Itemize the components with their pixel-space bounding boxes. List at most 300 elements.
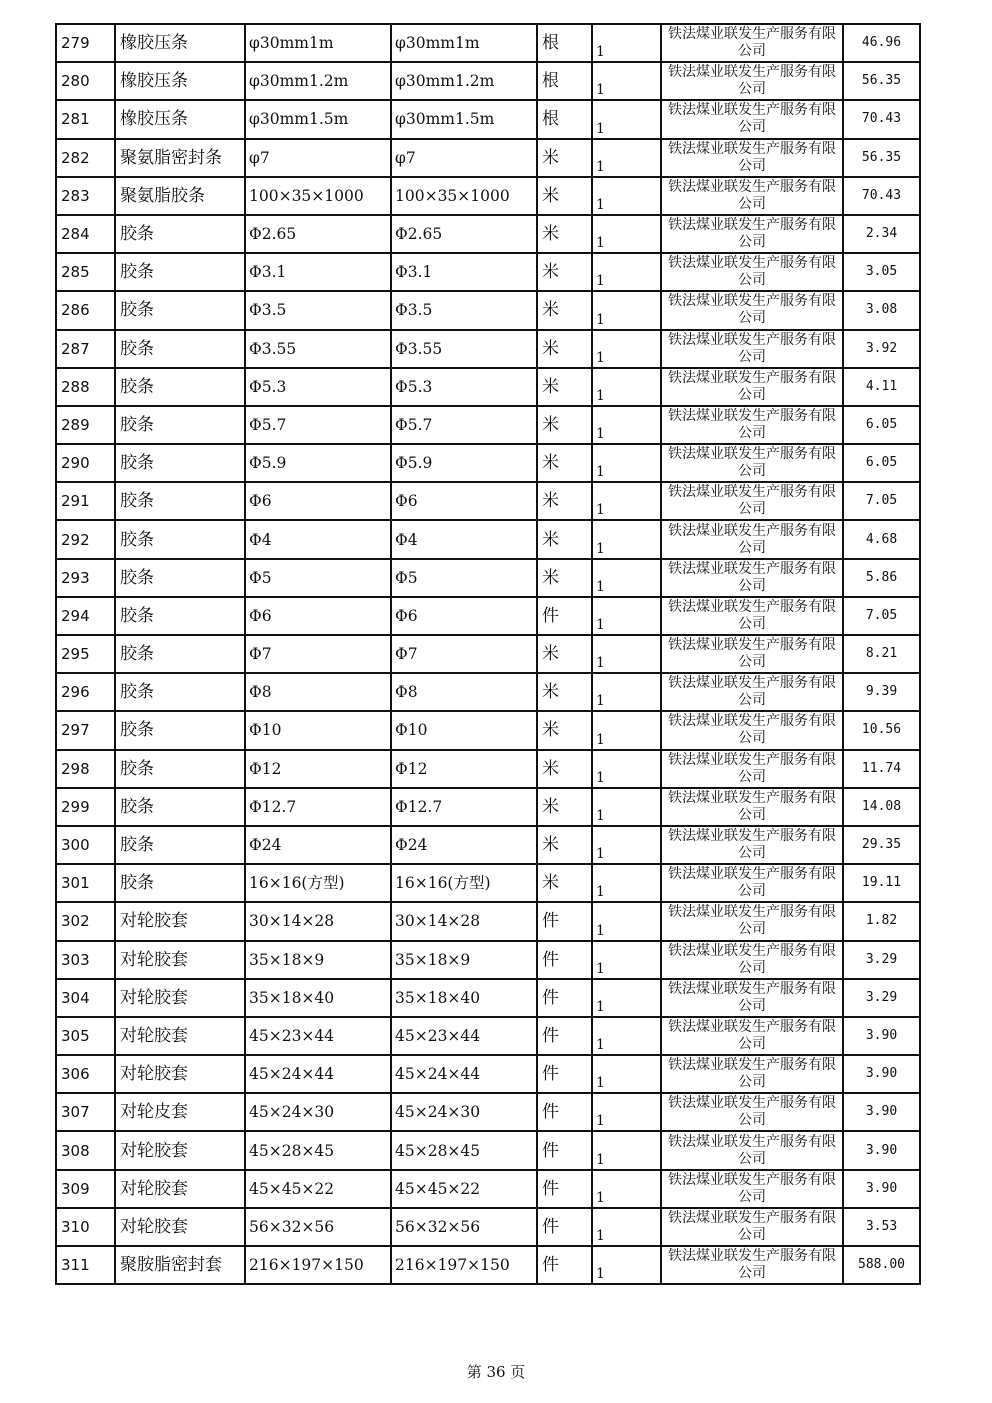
- item-price: 6.05: [843, 444, 920, 482]
- item-model: 35×18×40: [391, 979, 537, 1017]
- item-name: 胶条: [115, 864, 245, 902]
- item-unit: 米: [537, 520, 592, 558]
- item-name: 对轮胶套: [115, 1055, 245, 1093]
- table-row: [56, 406, 920, 444]
- item-model: φ30mm1.5m: [391, 100, 537, 138]
- item-name: 胶条: [115, 444, 245, 482]
- row-number: 292: [56, 520, 115, 558]
- row-number: 285: [56, 253, 115, 291]
- item-price: 3.90: [843, 1055, 920, 1093]
- item-spec: 35×18×40: [245, 979, 391, 1017]
- item-quantity: 1: [592, 482, 661, 520]
- item-spec: Φ5.9: [245, 444, 391, 482]
- item-spec: 45×28×45: [245, 1131, 391, 1169]
- item-unit: 件: [537, 941, 592, 979]
- item-quantity: 1: [592, 253, 661, 291]
- table-row: [56, 291, 920, 329]
- item-name: 橡胶压条: [115, 62, 245, 100]
- row-number: 308: [56, 1131, 115, 1169]
- item-price: 6.05: [843, 406, 920, 444]
- item-spec: 56×32×56: [245, 1208, 391, 1246]
- item-quantity: 1: [592, 635, 661, 673]
- item-unit: 米: [537, 139, 592, 177]
- item-name: 胶条: [115, 750, 245, 788]
- item-spec: φ30mm1.5m: [245, 100, 391, 138]
- row-number: 295: [56, 635, 115, 673]
- row-number: 284: [56, 215, 115, 253]
- table-row: [56, 177, 920, 215]
- item-name: 聚氨脂密封条: [115, 139, 245, 177]
- item-quantity: 1: [592, 864, 661, 902]
- item-quantity: 1: [592, 177, 661, 215]
- item-spec: Φ12: [245, 750, 391, 788]
- item-spec: Φ24: [245, 826, 391, 864]
- row-number: 299: [56, 788, 115, 826]
- item-quantity: 1: [592, 559, 661, 597]
- item-quantity: 1: [592, 368, 661, 406]
- item-name: 胶条: [115, 788, 245, 826]
- item-price: 7.05: [843, 597, 920, 635]
- item-quantity: 1: [592, 902, 661, 940]
- row-number: 286: [56, 291, 115, 329]
- item-name: 胶条: [115, 482, 245, 520]
- item-quantity: 1: [592, 62, 661, 100]
- table-row: [56, 711, 920, 749]
- item-model: Φ3.55: [391, 330, 537, 368]
- item-price: 7.05: [843, 482, 920, 520]
- item-name: 胶条: [115, 635, 245, 673]
- row-number: 310: [56, 1208, 115, 1246]
- table-row: [56, 826, 920, 864]
- item-unit: 米: [537, 215, 592, 253]
- item-price: 19.11: [843, 864, 920, 902]
- item-spec: φ30mm1m: [245, 24, 391, 62]
- item-supplier: 铁法煤业联发生产服务有限公司: [661, 902, 843, 940]
- item-name: 胶条: [115, 597, 245, 635]
- item-quantity: 1: [592, 1093, 661, 1131]
- item-unit: 米: [537, 864, 592, 902]
- item-supplier: 铁法煤业联发生产服务有限公司: [661, 750, 843, 788]
- item-supplier: 铁法煤业联发生产服务有限公司: [661, 597, 843, 635]
- item-name: 对轮胶套: [115, 902, 245, 940]
- item-name: 胶条: [115, 520, 245, 558]
- item-model: 45×24×44: [391, 1055, 537, 1093]
- item-spec: Φ3.5: [245, 291, 391, 329]
- item-model: Φ6: [391, 482, 537, 520]
- item-model: 45×45×22: [391, 1170, 537, 1208]
- row-number: 290: [56, 444, 115, 482]
- item-model: 45×24×30: [391, 1093, 537, 1131]
- table-row: [56, 1017, 920, 1055]
- item-quantity: 1: [592, 444, 661, 482]
- item-spec: Φ8: [245, 673, 391, 711]
- table-row: [56, 24, 920, 62]
- table-row: [56, 941, 920, 979]
- item-unit: 米: [537, 788, 592, 826]
- table-row: [56, 597, 920, 635]
- item-quantity: 1: [592, 406, 661, 444]
- item-price: 56.35: [843, 139, 920, 177]
- row-number: 303: [56, 941, 115, 979]
- row-number: 288: [56, 368, 115, 406]
- item-price: 3.29: [843, 941, 920, 979]
- item-name: 对轮胶套: [115, 1170, 245, 1208]
- table-row: [56, 750, 920, 788]
- item-unit: 件: [537, 1017, 592, 1055]
- row-number: 279: [56, 24, 115, 62]
- table-row: [56, 368, 920, 406]
- item-unit: 米: [537, 826, 592, 864]
- row-number: 306: [56, 1055, 115, 1093]
- item-unit: 件: [537, 1055, 592, 1093]
- item-supplier: 铁法煤业联发生产服务有限公司: [661, 1093, 843, 1131]
- item-name: 对轮胶套: [115, 1208, 245, 1246]
- item-price: 46.96: [843, 24, 920, 62]
- item-spec: φ7: [245, 139, 391, 177]
- item-model: Φ5: [391, 559, 537, 597]
- item-model: Φ24: [391, 826, 537, 864]
- item-quantity: 1: [592, 711, 661, 749]
- item-quantity: 1: [592, 1208, 661, 1246]
- item-unit: 根: [537, 24, 592, 62]
- item-name: 橡胶压条: [115, 24, 245, 62]
- table-row: [56, 215, 920, 253]
- item-price: 56.35: [843, 62, 920, 100]
- table-row: [56, 1055, 920, 1093]
- item-model: 216×197×150: [391, 1246, 537, 1284]
- item-price: 10.56: [843, 711, 920, 749]
- page-number: 第 36 页: [466, 1363, 526, 1381]
- item-quantity: 1: [592, 291, 661, 329]
- item-model: Φ3.5: [391, 291, 537, 329]
- item-supplier: 铁法煤业联发生产服务有限公司: [661, 1055, 843, 1093]
- item-quantity: 1: [592, 1246, 661, 1284]
- item-model: 100×35×1000: [391, 177, 537, 215]
- item-quantity: 1: [592, 750, 661, 788]
- row-number: 311: [56, 1246, 115, 1284]
- item-spec: Φ7: [245, 635, 391, 673]
- item-price: 8.21: [843, 635, 920, 673]
- item-unit: 米: [537, 406, 592, 444]
- item-spec: 216×197×150: [245, 1246, 391, 1284]
- item-supplier: 铁法煤业联发生产服务有限公司: [661, 139, 843, 177]
- item-unit: 米: [537, 368, 592, 406]
- item-name: 胶条: [115, 253, 245, 291]
- item-quantity: 1: [592, 24, 661, 62]
- item-quantity: 1: [592, 673, 661, 711]
- item-name: 胶条: [115, 673, 245, 711]
- item-unit: 米: [537, 635, 592, 673]
- item-price: 4.11: [843, 368, 920, 406]
- item-spec: 16×16(方型): [245, 864, 391, 902]
- item-supplier: 铁法煤业联发生产服务有限公司: [661, 62, 843, 100]
- table-row: [56, 788, 920, 826]
- item-price: 9.39: [843, 673, 920, 711]
- item-price: 3.53: [843, 1208, 920, 1246]
- item-unit: 件: [537, 979, 592, 1017]
- item-supplier: 铁法煤业联发生产服务有限公司: [661, 482, 843, 520]
- row-number: 291: [56, 482, 115, 520]
- row-number: 293: [56, 559, 115, 597]
- item-supplier: 铁法煤业联发生产服务有限公司: [661, 177, 843, 215]
- table-body: [56, 24, 920, 1284]
- item-unit: 件: [537, 597, 592, 635]
- table-row: [56, 673, 920, 711]
- item-model: Φ12: [391, 750, 537, 788]
- item-price: 3.05: [843, 253, 920, 291]
- item-unit: 米: [537, 291, 592, 329]
- item-spec: Φ12.7: [245, 788, 391, 826]
- item-supplier: 铁法煤业联发生产服务有限公司: [661, 253, 843, 291]
- item-price: 2.34: [843, 215, 920, 253]
- item-name: 聚胺脂密封套: [115, 1246, 245, 1284]
- item-supplier: 铁法煤业联发生产服务有限公司: [661, 100, 843, 138]
- table-row: [56, 520, 920, 558]
- table-row: [56, 1131, 920, 1169]
- item-name: 胶条: [115, 368, 245, 406]
- item-spec: 45×24×44: [245, 1055, 391, 1093]
- item-supplier: 铁法煤业联发生产服务有限公司: [661, 520, 843, 558]
- row-number: 296: [56, 673, 115, 711]
- row-number: 307: [56, 1093, 115, 1131]
- item-model: 56×32×56: [391, 1208, 537, 1246]
- table-row: [56, 253, 920, 291]
- item-name: 胶条: [115, 559, 245, 597]
- item-unit: 米: [537, 253, 592, 291]
- item-model: Φ8: [391, 673, 537, 711]
- row-number: 281: [56, 100, 115, 138]
- item-supplier: 铁法煤业联发生产服务有限公司: [661, 1131, 843, 1169]
- table-row: [56, 139, 920, 177]
- item-unit: 米: [537, 330, 592, 368]
- item-spec: Φ5.3: [245, 368, 391, 406]
- table-row: [56, 444, 920, 482]
- item-model: Φ5.7: [391, 406, 537, 444]
- table-row: [56, 559, 920, 597]
- item-unit: 件: [537, 1208, 592, 1246]
- item-spec: 100×35×1000: [245, 177, 391, 215]
- item-model: Φ6: [391, 597, 537, 635]
- item-supplier: 铁法煤业联发生产服务有限公司: [661, 330, 843, 368]
- item-price: 3.08: [843, 291, 920, 329]
- table-row: [56, 62, 920, 100]
- item-quantity: 1: [592, 520, 661, 558]
- table-row: [56, 100, 920, 138]
- item-quantity: 1: [592, 788, 661, 826]
- item-price: 3.90: [843, 1170, 920, 1208]
- item-model: φ7: [391, 139, 537, 177]
- item-spec: 35×18×9: [245, 941, 391, 979]
- table-row: [56, 635, 920, 673]
- item-spec: 45×24×30: [245, 1093, 391, 1131]
- item-supplier: 铁法煤业联发生产服务有限公司: [661, 291, 843, 329]
- item-price: 3.90: [843, 1131, 920, 1169]
- item-quantity: 1: [592, 215, 661, 253]
- item-quantity: 1: [592, 1017, 661, 1055]
- item-model: 45×28×45: [391, 1131, 537, 1169]
- item-name: 胶条: [115, 291, 245, 329]
- item-model: Φ4: [391, 520, 537, 558]
- item-price: 3.92: [843, 330, 920, 368]
- item-spec: φ30mm1.2m: [245, 62, 391, 100]
- item-price: 3.90: [843, 1093, 920, 1131]
- item-model: Φ5.3: [391, 368, 537, 406]
- table-row: [56, 1170, 920, 1208]
- item-supplier: 铁法煤业联发生产服务有限公司: [661, 941, 843, 979]
- item-model: Φ2.65: [391, 215, 537, 253]
- item-name: 聚氨脂胶条: [115, 177, 245, 215]
- item-supplier: 铁法煤业联发生产服务有限公司: [661, 368, 843, 406]
- item-unit: 根: [537, 62, 592, 100]
- item-spec: Φ6: [245, 597, 391, 635]
- item-model: φ30mm1m: [391, 24, 537, 62]
- item-model: φ30mm1.2m: [391, 62, 537, 100]
- item-unit: 件: [537, 1170, 592, 1208]
- item-supplier: 铁法煤业联发生产服务有限公司: [661, 711, 843, 749]
- item-name: 胶条: [115, 330, 245, 368]
- item-quantity: 1: [592, 100, 661, 138]
- table-row: [56, 902, 920, 940]
- item-supplier: 铁法煤业联发生产服务有限公司: [661, 559, 843, 597]
- item-unit: 件: [537, 1246, 592, 1284]
- item-price: 11.74: [843, 750, 920, 788]
- item-supplier: 铁法煤业联发生产服务有限公司: [661, 788, 843, 826]
- item-name: 对轮胶套: [115, 1017, 245, 1055]
- item-quantity: 1: [592, 330, 661, 368]
- item-unit: 米: [537, 711, 592, 749]
- item-spec: Φ5: [245, 559, 391, 597]
- item-model: Φ5.9: [391, 444, 537, 482]
- item-model: Φ7: [391, 635, 537, 673]
- item-model: Φ10: [391, 711, 537, 749]
- item-price: 70.43: [843, 177, 920, 215]
- row-number: 283: [56, 177, 115, 215]
- item-supplier: 铁法煤业联发生产服务有限公司: [661, 1170, 843, 1208]
- item-supplier: 铁法煤业联发生产服务有限公司: [661, 826, 843, 864]
- item-quantity: 1: [592, 597, 661, 635]
- item-supplier: 铁法煤业联发生产服务有限公司: [661, 635, 843, 673]
- item-price: 588.00: [843, 1246, 920, 1284]
- item-price: 5.86: [843, 559, 920, 597]
- table-row: [56, 979, 920, 1017]
- item-price: 3.90: [843, 1017, 920, 1055]
- item-quantity: 1: [592, 139, 661, 177]
- row-number: 287: [56, 330, 115, 368]
- item-price: 3.29: [843, 979, 920, 1017]
- item-supplier: 铁法煤业联发生产服务有限公司: [661, 1246, 843, 1284]
- item-spec: 30×14×28: [245, 902, 391, 940]
- row-number: 297: [56, 711, 115, 749]
- item-spec: Φ6: [245, 482, 391, 520]
- item-spec: Φ3.55: [245, 330, 391, 368]
- item-spec: 45×45×22: [245, 1170, 391, 1208]
- item-name: 对轮胶套: [115, 1131, 245, 1169]
- item-unit: 米: [537, 673, 592, 711]
- item-supplier: 铁法煤业联发生产服务有限公司: [661, 444, 843, 482]
- item-model: 30×14×28: [391, 902, 537, 940]
- item-unit: 米: [537, 750, 592, 788]
- item-name: 胶条: [115, 711, 245, 749]
- row-number: 280: [56, 62, 115, 100]
- item-model: Φ3.1: [391, 253, 537, 291]
- item-unit: 米: [537, 444, 592, 482]
- item-name: 胶条: [115, 215, 245, 253]
- item-supplier: 铁法煤业联发生产服务有限公司: [661, 673, 843, 711]
- table-row: [56, 864, 920, 902]
- item-name: 胶条: [115, 406, 245, 444]
- item-model: 45×23×44: [391, 1017, 537, 1055]
- table-row: [56, 330, 920, 368]
- item-supplier: 铁法煤业联发生产服务有限公司: [661, 215, 843, 253]
- item-model: 16×16(方型): [391, 864, 537, 902]
- row-number: 282: [56, 139, 115, 177]
- item-unit: 根: [537, 100, 592, 138]
- row-number: 309: [56, 1170, 115, 1208]
- item-quantity: 1: [592, 941, 661, 979]
- row-number: 302: [56, 902, 115, 940]
- item-price: 29.35: [843, 826, 920, 864]
- row-number: 300: [56, 826, 115, 864]
- row-number: 298: [56, 750, 115, 788]
- item-supplier: 铁法煤业联发生产服务有限公司: [661, 1208, 843, 1246]
- item-name: 橡胶压条: [115, 100, 245, 138]
- item-quantity: 1: [592, 1055, 661, 1093]
- item-unit: 米: [537, 482, 592, 520]
- item-quantity: 1: [592, 1170, 661, 1208]
- row-number: 294: [56, 597, 115, 635]
- item-spec: Φ10: [245, 711, 391, 749]
- table-row: [56, 1093, 920, 1131]
- item-quantity: 1: [592, 826, 661, 864]
- item-name: 对轮皮套: [115, 1093, 245, 1131]
- item-unit: 米: [537, 559, 592, 597]
- table-row: [56, 1246, 920, 1284]
- item-supplier: 铁法煤业联发生产服务有限公司: [661, 406, 843, 444]
- item-unit: 件: [537, 1131, 592, 1169]
- table-row: [56, 482, 920, 520]
- item-name: 胶条: [115, 826, 245, 864]
- item-price: 70.43: [843, 100, 920, 138]
- item-price: 14.08: [843, 788, 920, 826]
- item-spec: Φ5.7: [245, 406, 391, 444]
- item-unit: 件: [537, 902, 592, 940]
- item-supplier: 铁法煤业联发生产服务有限公司: [661, 864, 843, 902]
- row-number: 289: [56, 406, 115, 444]
- item-spec: Φ3.1: [245, 253, 391, 291]
- item-name: 对轮胶套: [115, 941, 245, 979]
- item-model: 35×18×9: [391, 941, 537, 979]
- item-price: 4.68: [843, 520, 920, 558]
- item-supplier: 铁法煤业联发生产服务有限公司: [661, 979, 843, 1017]
- item-model: Φ12.7: [391, 788, 537, 826]
- item-unit: 件: [537, 1093, 592, 1131]
- item-spec: 45×23×44: [245, 1017, 391, 1055]
- item-spec: Φ4: [245, 520, 391, 558]
- row-number: 305: [56, 1017, 115, 1055]
- item-quantity: 1: [592, 1131, 661, 1169]
- item-price: 1.82: [843, 902, 920, 940]
- item-quantity: 1: [592, 979, 661, 1017]
- item-unit: 米: [537, 177, 592, 215]
- table-row: [56, 1208, 920, 1246]
- row-number: 304: [56, 979, 115, 1017]
- item-spec: Φ2.65: [245, 215, 391, 253]
- price-table: [55, 23, 921, 1285]
- item-supplier: 铁法煤业联发生产服务有限公司: [661, 24, 843, 62]
- item-supplier: 铁法煤业联发生产服务有限公司: [661, 1017, 843, 1055]
- item-name: 对轮胶套: [115, 979, 245, 1017]
- row-number: 301: [56, 864, 115, 902]
